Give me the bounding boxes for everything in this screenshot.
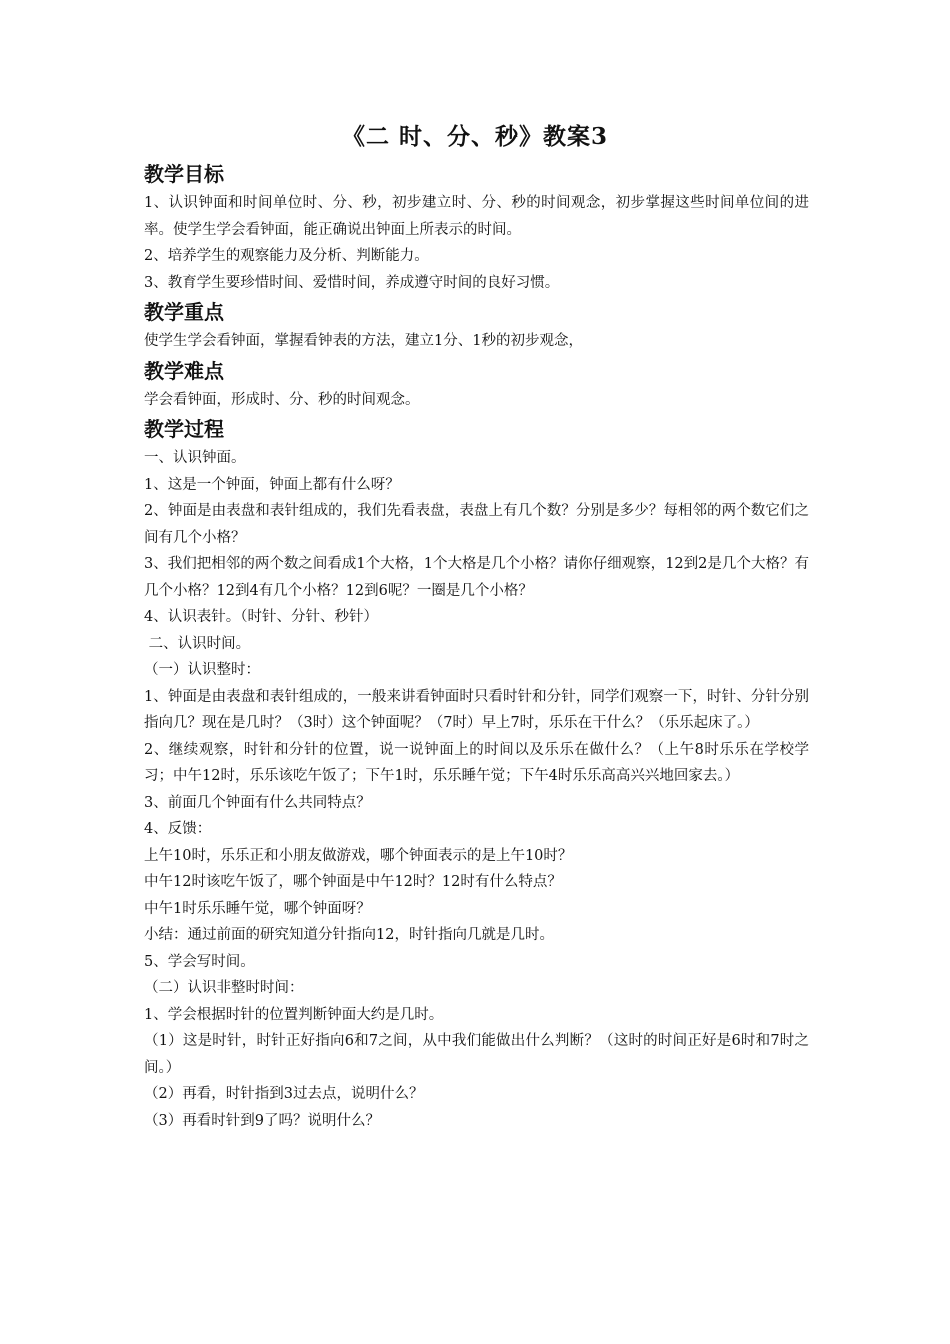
process-line: （3）再看时针到9了吗？说明什么？ <box>144 1112 380 1129</box>
process-line: 中午1时乐乐睡午觉，哪个钟面呀？ <box>144 900 371 917</box>
difficulties-text: 学会看钟面，形成时、分、秒的时间观念。 <box>144 391 420 408</box>
process-line: 3、前面几个钟面有什么共同特点？ <box>144 794 371 811</box>
process-line: （2）再看，时针指到3过去点，说明什么？ <box>144 1086 424 1102</box>
process-line: 2、继续观察，时针和分针的位置，说一说钟面上的时间以及乐乐在做什么？（上午8时乐乐在学校学习；中午12时，乐乐该吃午饭了；下午1时，乐乐睡午觉；下午4时乐乐高高兴兴地回家去。） <box>144 741 809 784</box>
key-points-text: 使学生学会看钟面，掌握看钟表的方法，建立1分、1秒的初步观念， <box>144 333 583 349</box>
process-line: 二、认识时间。 <box>144 635 251 652</box>
process-line: （1）这是时针，时针正好指向6和7之间，从中我们能做出什么判断？（这时的时间正好是6时和7时之间。） <box>144 1033 809 1076</box>
heading-process: 教学过程 <box>144 417 224 441</box>
process-line: 一、认识钟面。 <box>144 450 246 466</box>
goal-item: 1、认识钟面和时间单位时、分、秒，初步建立时、分、秒的时间观念，初步掌握这些时间单位间的进率。使学生学会看钟面，能正确说出钟面上所表示的时间。 <box>144 195 809 238</box>
process-line: 2、钟面是由表盘和表针组成的，我们先看表盘，表盘上有几个数？分别是多少？每相邻的两个数它们之间有几个小格？ <box>144 503 809 546</box>
goal-item: 3、教育学生要珍惜时间、爱惜时间，养成遵守时间的良好习惯。 <box>144 274 560 291</box>
process-line: 上午10时，乐乐正和小朋友做游戏，哪个钟面表示的是上午10时？ <box>144 847 573 864</box>
process-line: 3、我们把相邻的两个数之间看成1个大格，1个大格是几个小格？请你仔细观察，12到2是几个大格？有几个小格？12到4有几个小格？12到6呢？一圈是几个小格？ <box>144 556 809 599</box>
process-line: 中午12时该吃午饭了，哪个钟面是中午12时？12时有什么特点？ <box>144 874 562 890</box>
process-line: 5、学会写时间。 <box>144 953 255 970</box>
heading-difficulties: 教学难点 <box>144 358 224 383</box>
document-title: 《二 时、分、秒》教案3 <box>341 123 608 150</box>
document-body <box>144 158 809 1134</box>
process-line: 4、认识表针。（时针、分针、秒针） <box>144 609 378 625</box>
process-line: （二）认识非整时时间： <box>144 980 304 996</box>
process-line: （一）认识整时： <box>144 662 260 678</box>
process-line: 小结：通过前面的研究知道分针指向12，时针指向几就是几时。 <box>144 927 554 943</box>
goal-item: 2、培养学生的观察能力及分析、判断能力。 <box>144 248 429 264</box>
heading-key-points: 教学重点 <box>144 300 224 324</box>
process-line: 1、学会根据时针的位置判断钟面大约是几时。 <box>144 1006 444 1023</box>
process-line: 1、这是一个钟面，钟面上都有什么呀？ <box>144 476 400 493</box>
heading-goals: 教学目标 <box>144 162 224 186</box>
process-line: 1、钟面是由表盘和表针组成的，一般来讲看钟面时只看时针和分针，同学们观察一下，时针、分针分别指向几？现在是几时？（3时）这个钟面呢？（7时）早上7时，乐乐在干什么？（乐乐起床了。） <box>144 688 809 731</box>
process-line: 4、反馈： <box>144 821 212 837</box>
